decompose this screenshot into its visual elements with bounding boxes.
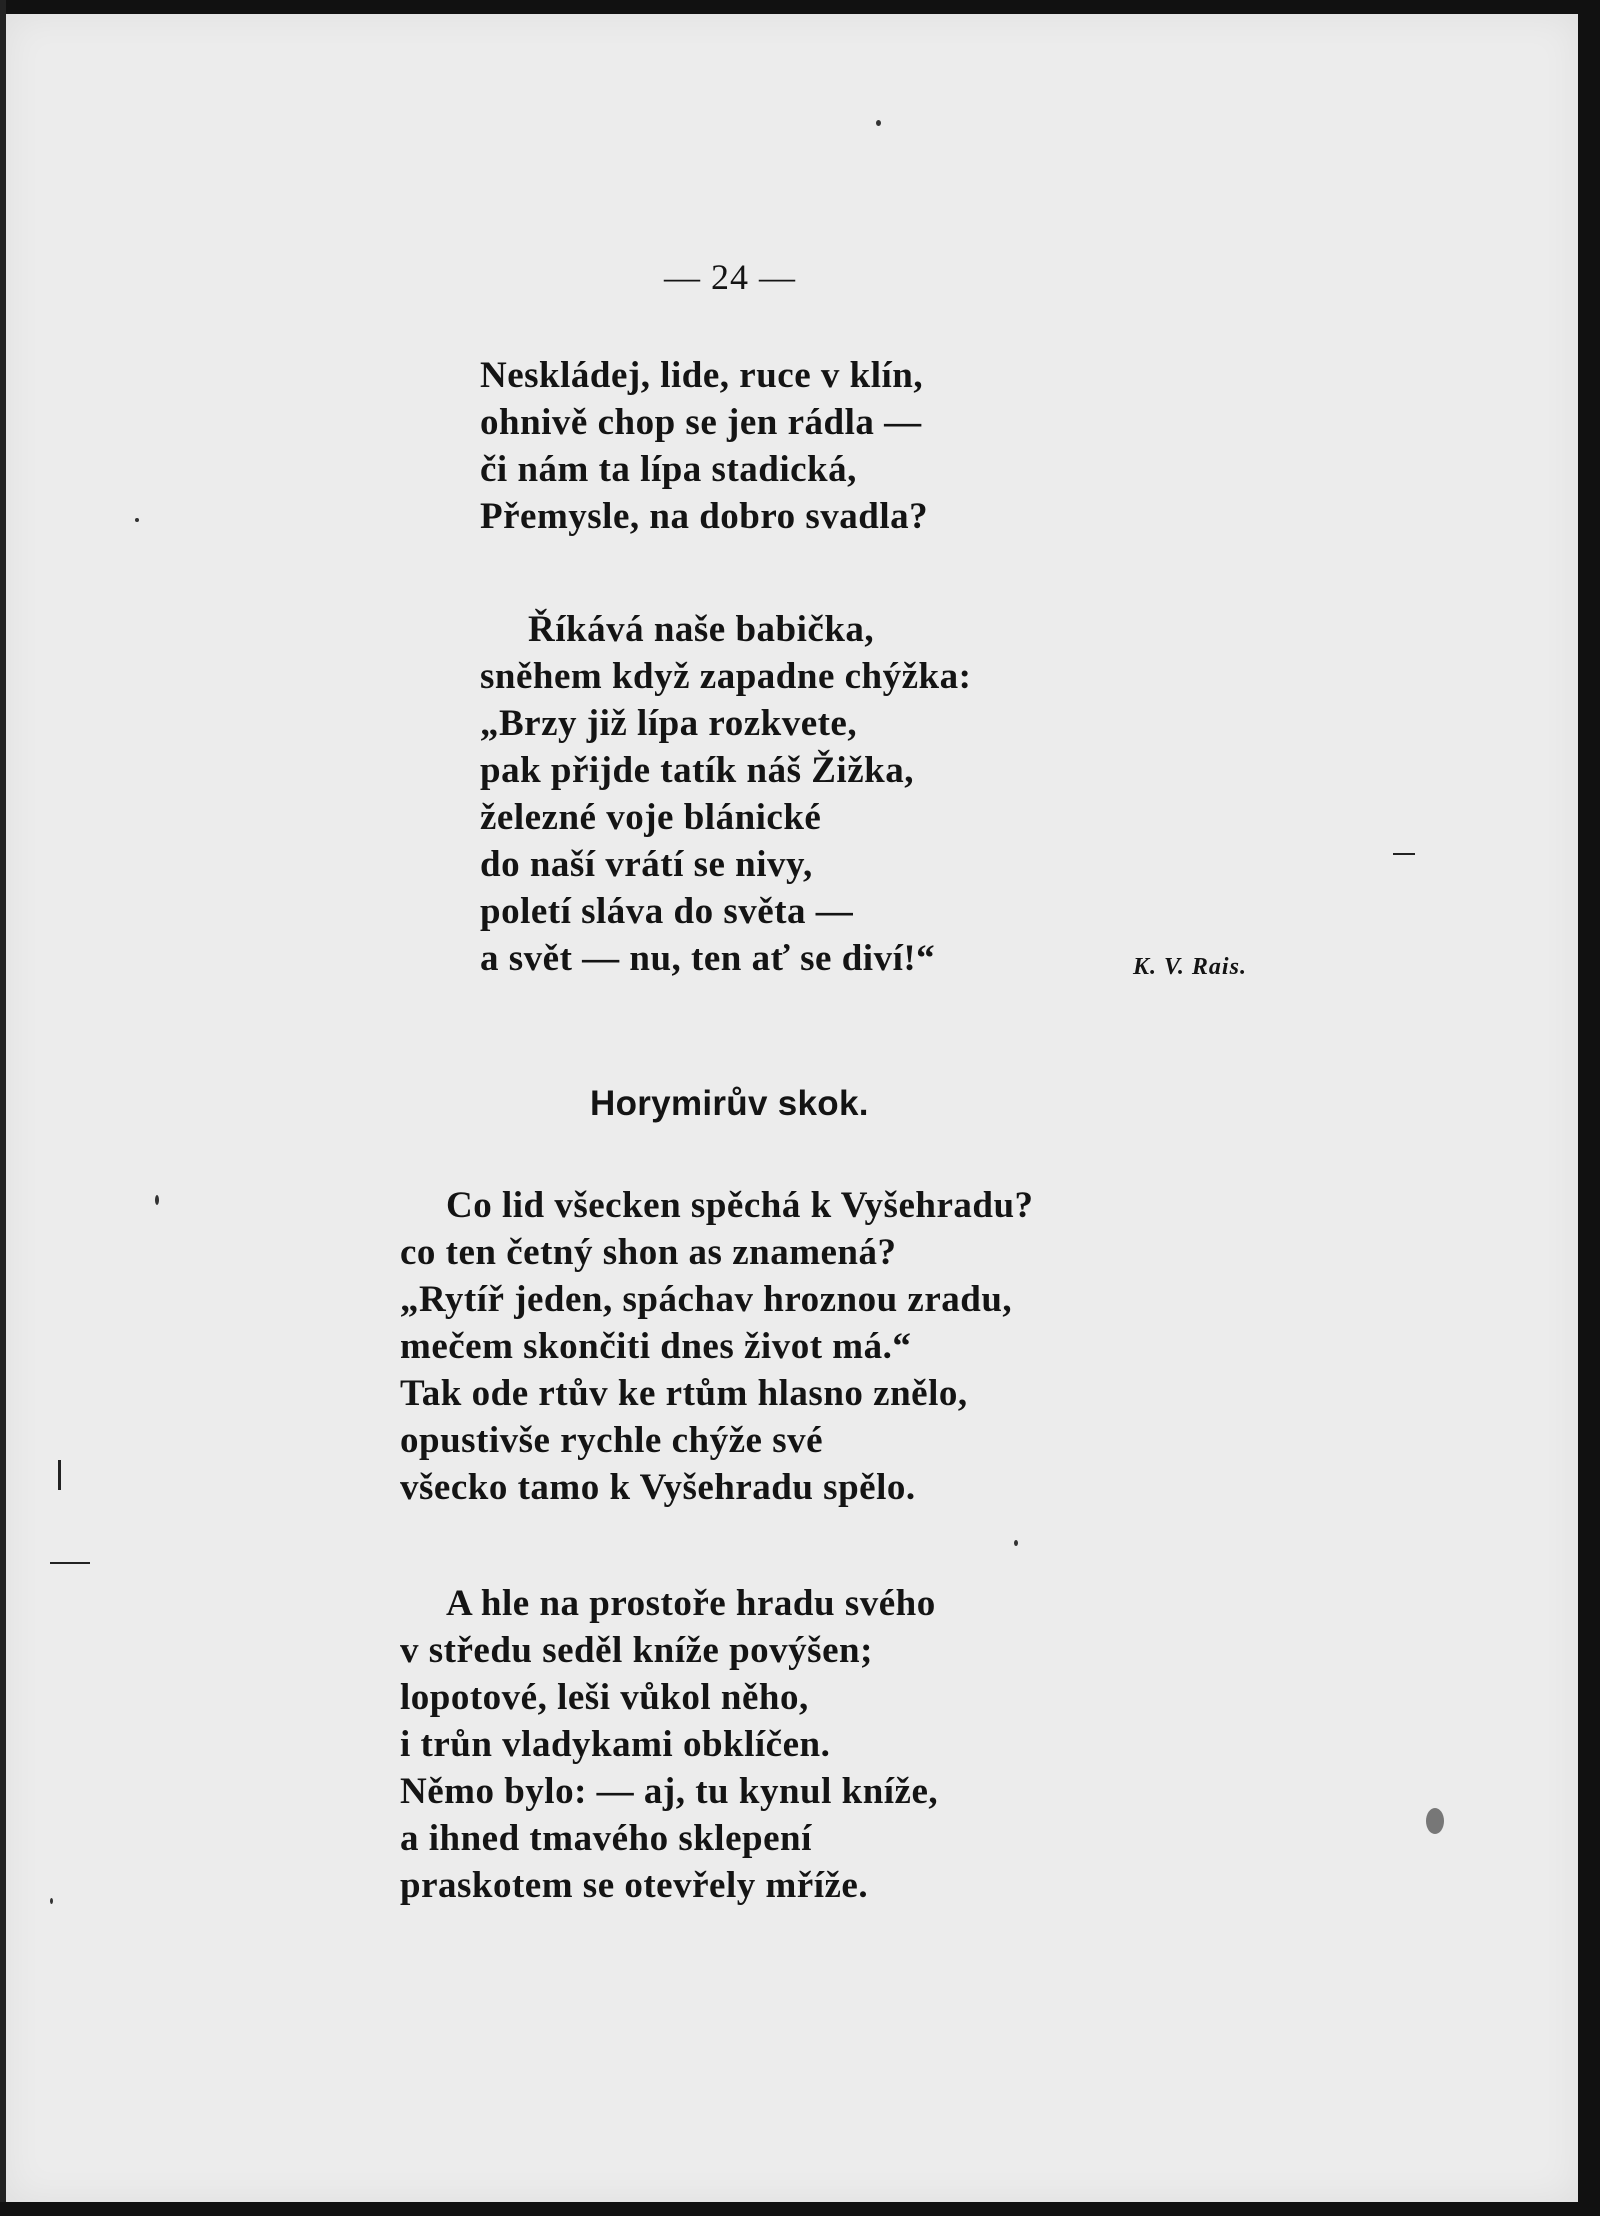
verse-line: všecko tamo k Vyšehradu spělo. <box>400 1467 916 1508</box>
poem2-stanza1 <box>400 1182 1034 1511</box>
verse-line: i trůn vladykami obklíčen. <box>400 1724 831 1765</box>
scan-speck <box>155 1195 159 1205</box>
poem-title: Horymirův skok. <box>590 1084 869 1123</box>
verse-line: Tak ode rtův ke rtům hlasno znělo, <box>400 1373 968 1414</box>
verse-line: Němo bylo: — aj, tu kynul kníže, <box>400 1771 939 1812</box>
scan-speck <box>1426 1808 1444 1834</box>
scan-speck <box>876 120 881 126</box>
verse-line: ohnivě chop se jen rádla — <box>480 402 922 443</box>
verse-line: a svět — nu, ten ať se diví!“ <box>480 938 936 979</box>
verse-line: a ihned tmavého sklepení <box>400 1818 812 1859</box>
scan-border-bottom <box>0 2202 1600 2216</box>
verse-line: či nám ta lípa stadická, <box>480 449 857 490</box>
page-number: — 24 — <box>664 257 796 297</box>
scan-mark <box>50 1562 90 1564</box>
scan-mark <box>58 1460 61 1490</box>
poem1-stanza2 <box>480 606 971 982</box>
scan-mark <box>1393 853 1415 855</box>
poem2-stanza2 <box>400 1580 938 1909</box>
verse-line: v středu seděl kníže povýšen; <box>400 1630 873 1671</box>
verse-line: co ten četný shon as znamená? <box>400 1232 897 1273</box>
verse-line: Co lid všecken spěchá k Vyšehradu? <box>446 1185 1034 1226</box>
verse-line: do naší vrátí se nivy, <box>480 844 813 885</box>
verse-line: opustivše rychle chýže své <box>400 1420 824 1461</box>
verse-line: „Rytíř jeden, spáchav hroznou zradu, <box>400 1279 1013 1320</box>
scan-border-top <box>0 0 1600 14</box>
verse-line: Přemysle, na dobro svadla? <box>480 496 929 537</box>
scan-speck <box>50 1898 53 1904</box>
verse-line: praskotem se otevřely mříže. <box>400 1865 869 1906</box>
poem1-stanza1 <box>480 352 928 540</box>
author-signature: K. V. Rais. <box>1133 954 1247 980</box>
verse-line: mečem skončiti dnes život má.“ <box>400 1326 912 1367</box>
verse-line: lopotové, leši vůkol něho, <box>400 1677 809 1718</box>
verse-line: sněhem když zapadne chýžka: <box>480 656 972 697</box>
verse-line: Říkává naše babička, <box>528 609 875 650</box>
verse-line: Neskládej, lide, ruce v klín, <box>480 355 924 396</box>
verse-line: „Brzy již lípa rozkvete, <box>480 703 858 744</box>
scan-speck <box>135 518 139 522</box>
verse-line: železné voje blánické <box>480 797 822 838</box>
verse-line: poletí sláva do světa — <box>480 891 854 932</box>
verse-line: A hle na prostoře hradu svého <box>446 1583 936 1624</box>
scan-speck <box>1014 1540 1018 1546</box>
scan-border-right <box>1578 0 1600 2216</box>
verse-line: pak přijde tatík náš Žižka, <box>480 750 914 791</box>
